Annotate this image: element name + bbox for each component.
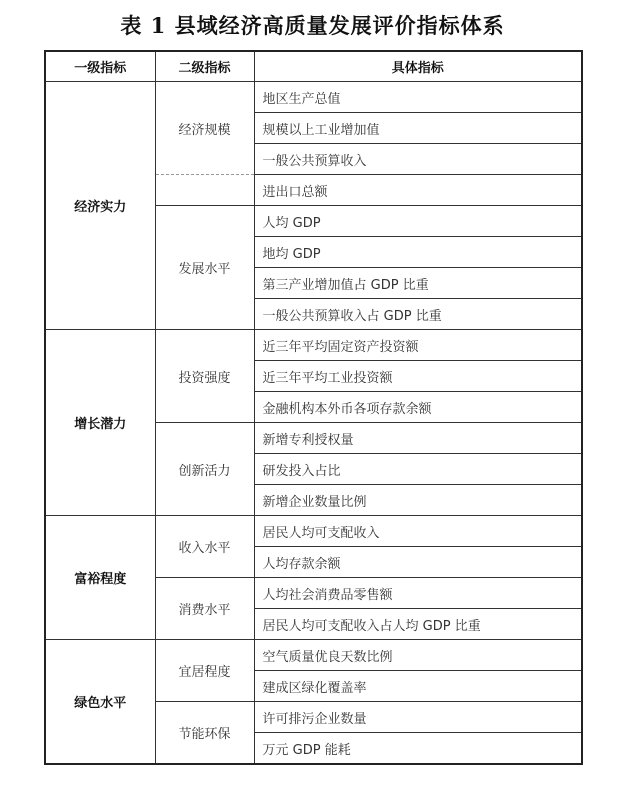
level2-indicator: 创新活力 bbox=[155, 423, 254, 516]
header-level2: 二级指标 bbox=[155, 51, 254, 82]
table-row bbox=[45, 82, 582, 113]
table-row bbox=[45, 516, 582, 547]
header-specific: 具体指标 bbox=[254, 51, 582, 82]
specific-indicator: 第三产业增加值占 GDP 比重 bbox=[254, 268, 582, 299]
table-row bbox=[45, 640, 582, 671]
table-title: 表 1 县域经济高质量发展评价指标体系 bbox=[120, 13, 505, 38]
level2-indicator bbox=[155, 175, 254, 206]
specific-indicator: 新增企业数量比例 bbox=[254, 485, 582, 516]
level1-indicator: 经济实力 bbox=[45, 82, 155, 330]
specific-indicator: 建成区绿化覆盖率 bbox=[254, 671, 582, 702]
specific-indicator: 近三年平均工业投资额 bbox=[254, 361, 582, 392]
header-level1: 一级指标 bbox=[45, 51, 155, 82]
level2-indicator: 经济规模 bbox=[155, 82, 254, 175]
specific-indicator: 人均 GDP bbox=[254, 206, 582, 237]
specific-indicator: 地区生产总值 bbox=[254, 82, 582, 113]
specific-indicator: 居民人均可支配收入占人均 GDP 比重 bbox=[254, 609, 582, 640]
level2-indicator: 收入水平 bbox=[155, 516, 254, 578]
specific-indicator: 规模以上工业增加值 bbox=[254, 113, 582, 144]
level1-indicator: 增长潜力 bbox=[45, 330, 155, 516]
specific-indicator: 空气质量优良天数比例 bbox=[254, 640, 582, 671]
specific-indicator: 近三年平均固定资产投资额 bbox=[254, 330, 582, 361]
specific-indicator: 人均存款余额 bbox=[254, 547, 582, 578]
level2-indicator: 宜居程度 bbox=[155, 640, 254, 702]
specific-indicator: 金融机构本外币各项存款余额 bbox=[254, 392, 582, 423]
specific-indicator: 一般公共预算收入 bbox=[254, 144, 582, 175]
specific-indicator: 地均 GDP bbox=[254, 237, 582, 268]
level2-indicator: 发展水平 bbox=[155, 206, 254, 330]
specific-indicator: 万元 GDP 能耗 bbox=[254, 733, 582, 765]
specific-indicator: 新增专利授权量 bbox=[254, 423, 582, 454]
level2-indicator: 节能环保 bbox=[155, 702, 254, 765]
specific-indicator: 居民人均可支配收入 bbox=[254, 516, 582, 547]
table-row bbox=[45, 330, 582, 361]
indicator-table bbox=[44, 50, 583, 765]
level1-indicator: 富裕程度 bbox=[45, 516, 155, 640]
level2-indicator: 消费水平 bbox=[155, 578, 254, 640]
specific-indicator: 人均社会消费品零售额 bbox=[254, 578, 582, 609]
specific-indicator: 进出口总额 bbox=[254, 175, 582, 206]
level2-indicator: 投资强度 bbox=[155, 330, 254, 423]
specific-indicator: 研发投入占比 bbox=[254, 454, 582, 485]
header-row bbox=[45, 51, 582, 82]
specific-indicator: 许可排污企业数量 bbox=[254, 702, 582, 733]
level1-indicator: 绿色水平 bbox=[45, 640, 155, 765]
specific-indicator: 一般公共预算收入占 GDP 比重 bbox=[254, 299, 582, 330]
